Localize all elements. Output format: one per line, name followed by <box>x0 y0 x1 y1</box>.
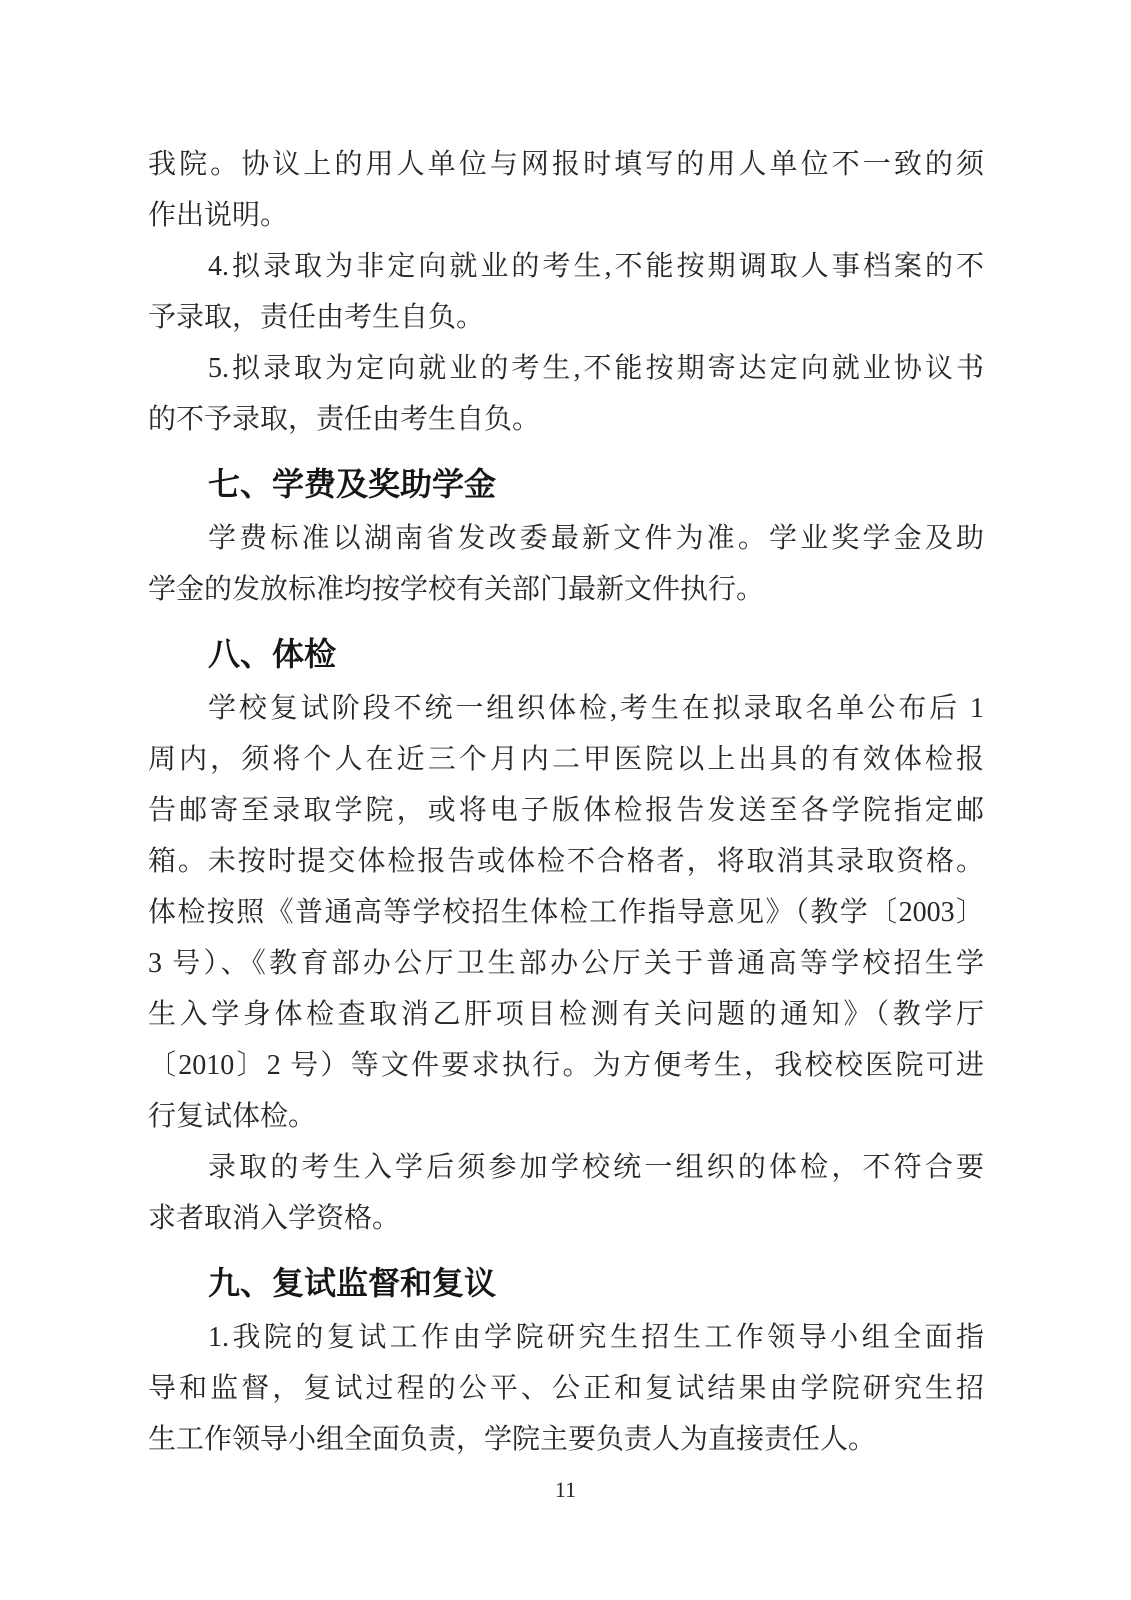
page-number: 11 <box>554 1477 577 1502</box>
section-heading: 七、学费及奖助学金 <box>208 466 497 502</box>
section-heading: 八、体检 <box>208 636 337 672</box>
text-line: 1.我院的复试工作由学院研究生招生工作领导小组全面指 <box>208 1322 984 1353</box>
document-paragraph <box>148 683 984 1142</box>
text-line: 生工作领导小组全面负责，学院主要负责人为直接责任人。 <box>148 1424 877 1455</box>
text-line: 作出说明。 <box>148 200 289 231</box>
text-line: 我院。协议上的用人单位与网报时填写的用人单位不一致的须 <box>148 149 984 180</box>
section-heading: 九、复试监督和复议 <box>208 1265 497 1301</box>
text-line: 体检按照《普通高等学校招生体检工作指导意见》（教学〔2003〕 <box>148 897 984 928</box>
text-line: 学金的发放标准均按学校有关部门最新文件执行。 <box>148 574 765 605</box>
document-paragraph <box>148 343 984 445</box>
text-line: 予录取，责任由考生自负。 <box>148 302 485 333</box>
text-line: 录取的考生入学后须参加学校统一组织的体检，不符合要 <box>208 1152 984 1183</box>
text-line: 周内，须将个人在近三个月内二甲医院以上出具的有效体检报 <box>148 744 984 775</box>
document-paragraph <box>148 1142 984 1244</box>
text-line: 导和监督，复试过程的公平、公正和复试结果由学院研究生招 <box>148 1373 984 1404</box>
text-line: 告邮寄至录取学院，或将电子版体检报告发送至各学院指定邮 <box>148 795 984 826</box>
text-line: 生入学身体检查取消乙肝项目检测有关问题的通知》（教学厅 <box>148 999 984 1030</box>
text-line: 5.拟录取为定向就业的考生,不能按期寄达定向就业协议书 <box>208 353 984 384</box>
document-paragraph <box>148 1312 984 1465</box>
document-paragraph <box>148 513 984 615</box>
text-line: 4.拟录取为非定向就业的考生,不能按期调取人事档案的不 <box>208 251 984 282</box>
text-line: 箱。未按时提交体检报告或体检不合格者，将取消其录取资格。 <box>148 846 984 877</box>
text-line: 3 号）、《教育部办公厅卫生部办公厅关于普通高等学校招生学 <box>148 948 984 979</box>
text-line: 学校复试阶段不统一组织体检,考生在拟录取名单公布后 1 <box>208 693 984 724</box>
text-line: 的不予录取，责任由考生自负。 <box>148 404 541 435</box>
text-line: 求者取消入学资格。 <box>148 1203 401 1234</box>
text-line: 行复试体检。 <box>148 1101 317 1132</box>
text-line: 学费标准以湖南省发改委最新文件为准。学业奖学金及助 <box>208 523 984 554</box>
document-content <box>148 139 984 1465</box>
document-paragraph <box>148 139 984 241</box>
document-paragraph <box>148 241 984 343</box>
text-line: 〔2010〕2 号）等文件要求执行。为方便考生，我校校医院可进 <box>148 1050 984 1081</box>
